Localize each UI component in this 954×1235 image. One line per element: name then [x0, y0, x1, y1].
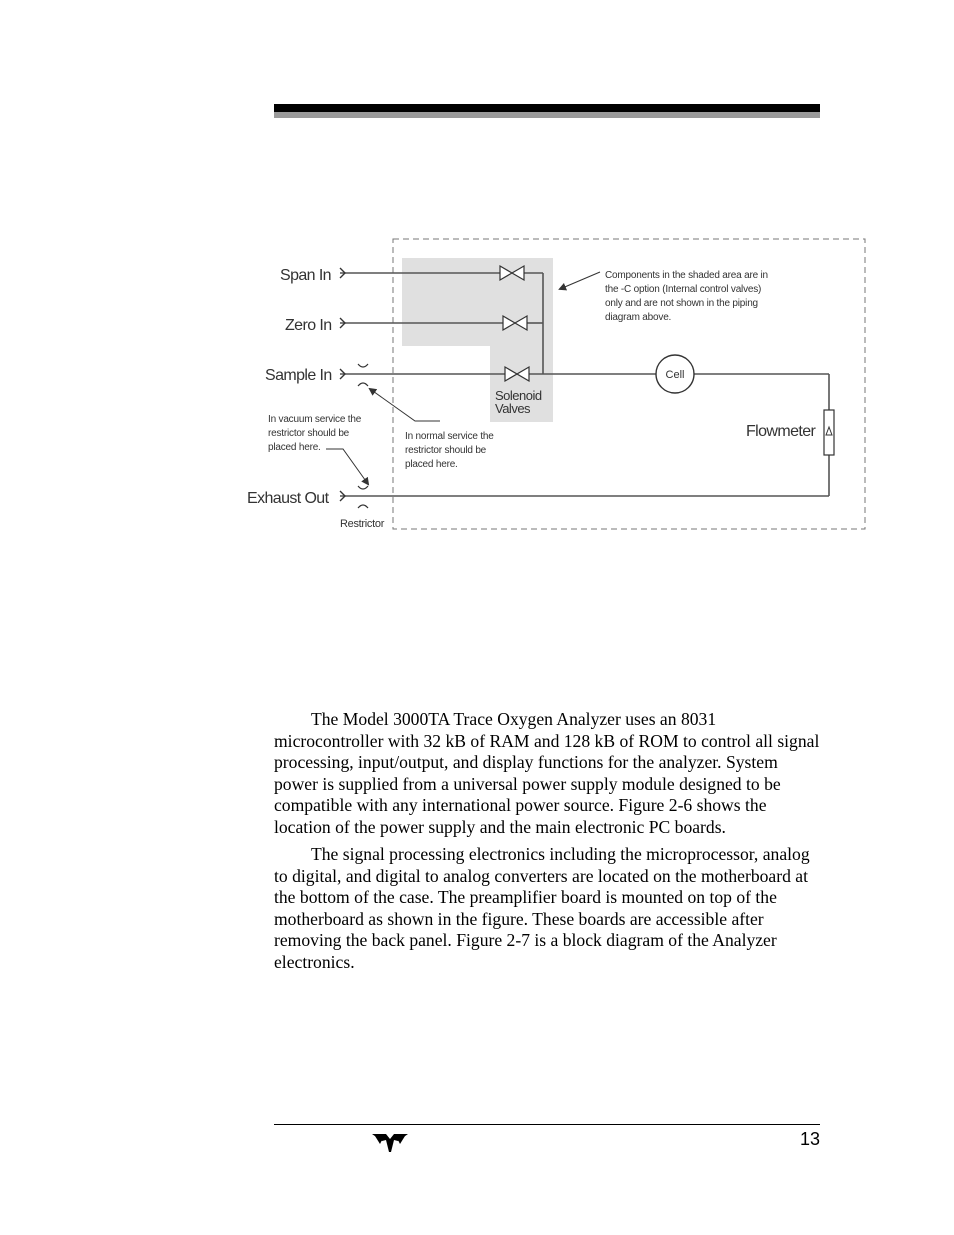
zero-in-label: Zero In: [285, 317, 332, 334]
teledyne-logo-icon: [372, 1131, 408, 1153]
sample-in-label: Sample In: [265, 367, 332, 384]
vacuum-service-note: [268, 414, 362, 453]
shaded-area-note: [605, 270, 768, 323]
svg-text:only and are not shown in the: only and are not shown in the piping: [605, 298, 758, 309]
body-paragraph-2: The signal processing electronics including the microprocessor, analog to digital, and digital to analog converters are located on the motherboard at the bottom of the case. The preamplifier board is mounted on top of the motherboard as shown in the figure. These boards are accessible after removing the back panel. Figure 2-7 is a block diagram of the Analyzer electronics.: [274, 844, 810, 972]
svg-text:restrictor should be: restrictor should be: [268, 428, 350, 439]
restrictor-label: Restrictor: [340, 518, 385, 530]
svg-text:In vacuum service the: In vacuum service the: [268, 414, 362, 425]
flowmeter-label: Flowmeter: [746, 423, 816, 440]
exhaust-restrictor-icon: [358, 486, 368, 508]
normal-note-leader-arrow: [370, 389, 440, 421]
svg-text:the -C option (Internal contro: the -C option (Internal control valves): [605, 284, 762, 295]
svg-text:restrictor should be: restrictor should be: [405, 445, 487, 456]
span-in-label: Span In: [280, 267, 331, 284]
flowmeter-icon: [824, 410, 834, 455]
normal-service-note: [405, 431, 494, 470]
body-text: [274, 709, 820, 979]
piping-diagram: [0, 0, 954, 560]
solenoid-valves-label-1: Solenoid: [495, 388, 542, 403]
body-paragraph-1: The Model 3000TA Trace Oxygen Analyzer uses an 8031 microcontroller with 32 kB of RAM and 128 kB of ROM to control all signal processing, input/output, and display functions for the analyzer. System power is supplied from a universal power supply module designed to be compatible with any international power source. Figure 2-6 shows the location of the power supply and the main electronic PC boards.: [274, 709, 820, 837]
svg-text:In normal service the: In normal service the: [405, 431, 494, 442]
svg-text:diagram above.: diagram above.: [605, 312, 672, 323]
svg-text:Components in the shaded area: Components in the shaded area are in: [605, 270, 768, 281]
vacuum-note-leader-arrow: [326, 449, 368, 484]
page-number: 13: [799, 1129, 820, 1149]
sample-restrictor-icon: [358, 364, 368, 386]
svg-text:placed here.: placed here.: [405, 459, 458, 470]
cell-label: Cell: [665, 369, 685, 381]
solenoid-valves-label-2: Valves: [495, 401, 531, 416]
exhaust-out-label: Exhaust Out: [247, 490, 329, 507]
footer-rule: [274, 1124, 820, 1125]
shaded-note-leader-arrow: [560, 272, 600, 289]
svg-text:placed here.: placed here.: [268, 442, 321, 453]
